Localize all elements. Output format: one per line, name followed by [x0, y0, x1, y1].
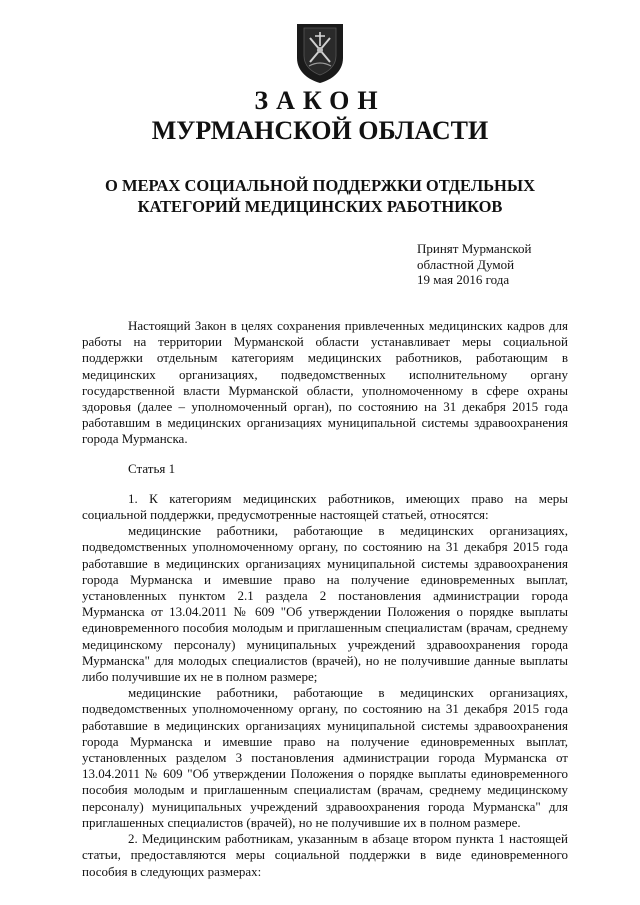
adoption-note-line: Принят Мурманской [417, 241, 532, 256]
law-title-line: КАТЕГОРИЙ МЕДИЦИНСКИХ РАБОТНИКОВ [137, 197, 503, 216]
law-title [100, 175, 540, 217]
region-heading: МУРМАНСКОЙ ОБЛАСТИ [151, 116, 489, 145]
coat-of-arms-emblem [295, 20, 345, 84]
adoption-date: 19 мая 2016 года [417, 272, 510, 287]
preamble-paragraph: Настоящий Закон в целях сохранения привлеченных медицинских кадров для работы на территории Мурманской области устанавливает меры социальной поддержки отдельным категориям медицинских работников, работающим в медицинских организациях, подведомственных исполнительному органу государственной власти Мурманской области, уполномоченному в сфере охраны здоровья (далее – уполномоченный орган), по состоянию на 31 декабря 2015 года работавшим в медицинских организациях муниципальной системы здравоохранения города Мурманска. [82, 318, 568, 447]
body-paragraph: 2. Медицинским работникам, указанным в абзаце втором пункта 1 настоящей статьи, предоставляются меры социальной поддержки в виде единовременного пособия в следующих размерах: [82, 831, 568, 879]
body-paragraph: медицинские работники, работающие в медицинских организациях, подведомственных уполномоченному органу, по состоянию на 31 декабря 2015 года работавшие в медицинских организациях муниципальной системы здравоохранения города Мурманска и имевшие право на получение единовременных выплат, установленных разделом 3 постановления администрации города Мурманска от 13.04.2011 № 609 "Об утверждении Положения о порядке выплаты единовременного пособия молодым и приглашенным специалистам (врачам, среднему медицинскому персоналу) муниципальных учреждений здравоохранения города Мурманска" для приглашенных специалистов (врачей), но не получившие их в полном размере. [82, 685, 568, 830]
adoption-note [417, 241, 597, 288]
body-paragraph: 1. К категориям медицинских работников, имеющих право на меры социальной поддержки, предусмотренные настоящей статьей, относятся: [82, 490, 568, 523]
body-paragraph: медицинские работники, работающие в медицинских организациях, подведомственных уполномоченному органу, по состоянию на 31 декабря 2015 года работавшие в медицинских организациях муниципальной системы здравоохранения города Мурманска и имевшие право на получение единовременных выплат, установленных пунктом 2.1 раздела 2 постановления администрации города Мурманска от 13.04.2011 № 609 "Об утверждении Положения о порядке выплаты единовременного пособия молодым и приглашенным специалистам (врачам, среднему медицинскому персоналу) муниципальных учреждений здравоохранения города Мурманска" для молодых специалистов (врачей), но не получившие данные выплаты либо получившие их не в полном размере; [82, 523, 568, 685]
law-body [82, 318, 568, 880]
law-heading: ЗАКОН [254, 86, 386, 115]
law-title-line: О МЕРАХ СОЦИАЛЬНОЙ ПОДДЕРЖКИ ОТДЕЛЬНЫХ [104, 176, 535, 195]
adoption-note-line: областной Думой [417, 256, 515, 272]
article-heading: Статья 1 [128, 460, 176, 476]
